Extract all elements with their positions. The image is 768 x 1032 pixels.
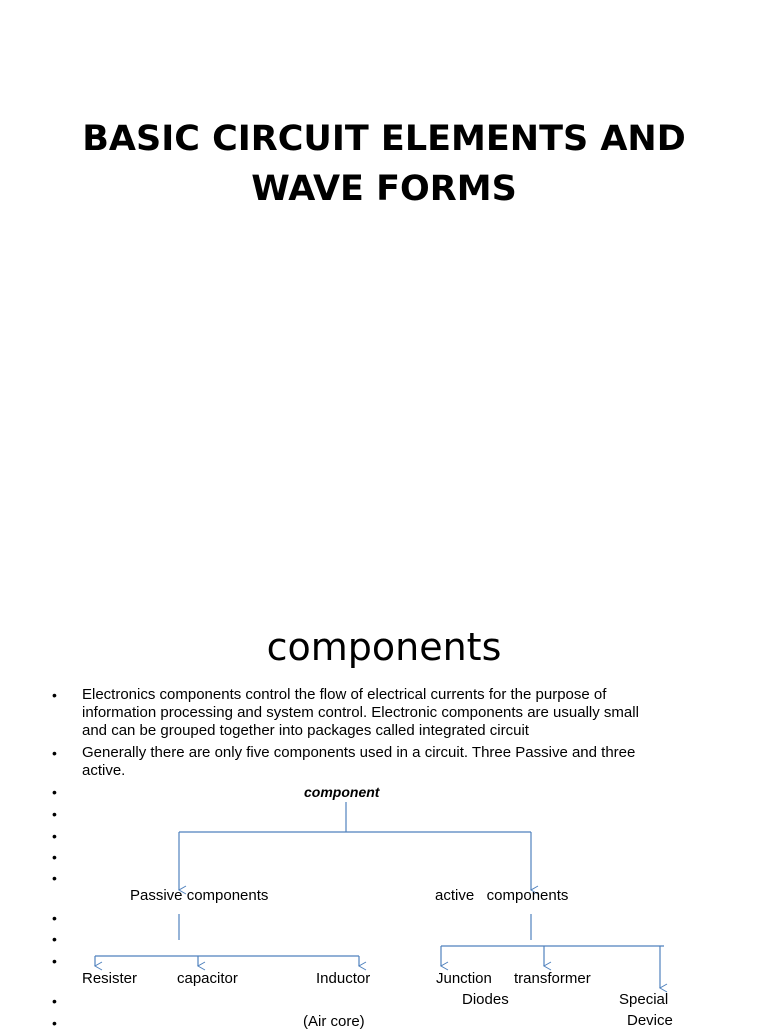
slide-title bbox=[60, 114, 708, 214]
paragraph-1-line-2: information processing and system control. Electronic components are usually small bbox=[82, 704, 639, 721]
tree-node-junction-diodes bbox=[436, 970, 509, 1009]
bullet: • bbox=[52, 993, 57, 1009]
components-title: components bbox=[266, 625, 502, 669]
component-tree-connectors bbox=[0, 576, 768, 1024]
bullet: • bbox=[52, 806, 57, 822]
slide-title-line-2: WAVE FORMS bbox=[251, 169, 517, 209]
bullet: • bbox=[52, 953, 57, 969]
bullet: • bbox=[52, 1015, 57, 1031]
tree-node-special-device bbox=[619, 991, 673, 1030]
tree-node-transformer: transformer bbox=[514, 970, 591, 987]
paragraph-1-line-3: and can be grouped together into packages called integrated circuit bbox=[82, 722, 529, 739]
bullet: • bbox=[52, 849, 57, 865]
tree-node-special-line-1: Special bbox=[619, 991, 669, 1008]
tree-node-inductor: Inductor bbox=[316, 970, 371, 987]
tree-node-junction-line-1: Junction bbox=[436, 970, 492, 987]
paragraph-2-line-2: active. bbox=[82, 762, 126, 779]
paragraph-1-line-1: Electronics components control the flow of electrical currents for the purpose of bbox=[82, 686, 607, 703]
bullet: • bbox=[52, 828, 57, 844]
tree-node-junction-line-2: Diodes bbox=[462, 991, 509, 1008]
bullet: • bbox=[52, 870, 57, 886]
tree-node-active: active components bbox=[435, 887, 569, 904]
bullet: • bbox=[52, 745, 57, 761]
components-slide bbox=[0, 576, 768, 1031]
tree-node-component: component bbox=[304, 784, 380, 800]
tree-node-passive: Passive components bbox=[130, 887, 269, 904]
slide-title-line-1: BASIC CIRCUIT ELEMENTS AND bbox=[82, 119, 686, 159]
bullet: • bbox=[52, 687, 57, 703]
paragraph-2-line-1: Generally there are only five components used in a circuit. Three Passive and three bbox=[82, 744, 636, 761]
bullet: • bbox=[52, 784, 57, 800]
tree-node-special-line-2: Device bbox=[627, 1012, 673, 1029]
tree-node-capacitor: capacitor bbox=[177, 970, 238, 987]
tree-node-inductor-sub: (Air core) bbox=[303, 1013, 365, 1030]
bullet: • bbox=[52, 931, 57, 947]
bullet: • bbox=[52, 910, 57, 926]
tree-node-resister: Resister bbox=[82, 970, 138, 987]
